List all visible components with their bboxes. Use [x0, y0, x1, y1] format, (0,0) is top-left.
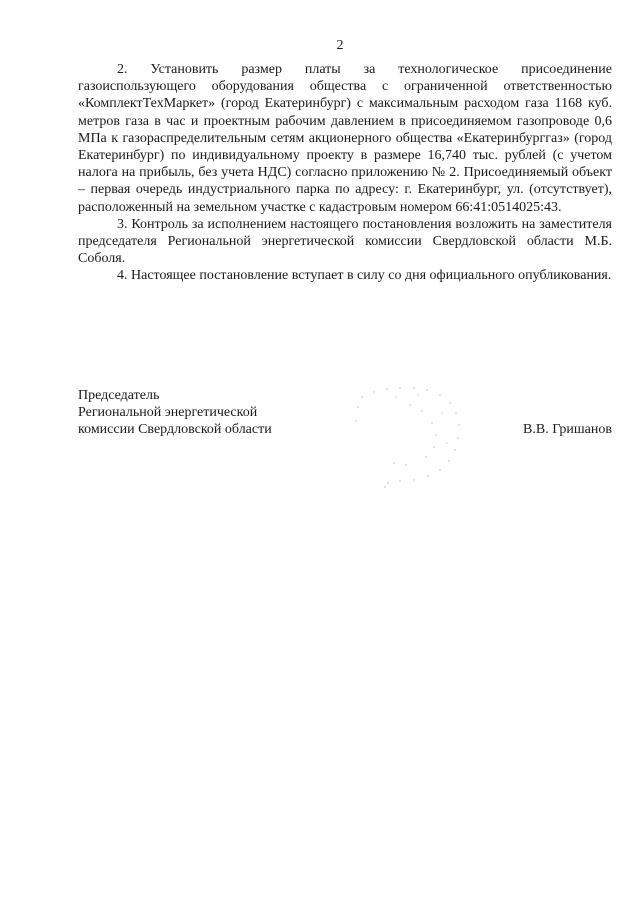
document-body — [78, 61, 612, 285]
signatory-position-line: Председатель — [78, 388, 160, 403]
faint-stamp-dots — [352, 383, 467, 493]
paragraph-item-3: 3. Контроль за исполнением настоящего постановления возложить на заместителя председателя Региональной энергетической комиссии Свердловской области М.Б. Соболя. — [78, 216, 612, 267]
signature-block — [78, 387, 612, 447]
signatory-position-line: комиссии Свердловской области — [78, 422, 272, 438]
paragraph-item-4: 4. Настоящее постановление вступает в силу со дня официального опубликования. — [117, 268, 612, 284]
signatory-name: В.В. Гришанов — [523, 422, 612, 438]
signatory-position-line: Региональной энергетической — [78, 405, 258, 421]
page-number: 2 — [336, 38, 344, 53]
signatory-position — [78, 387, 272, 439]
paragraph-item-2: 2. Установить размер платы за технологическое присоединение газоиспользующего оборудования общества с ограниченной ответственностью «КомплектТехМаркет» (город Екатеринбург) с максимальным расходом газа 1168 куб. метров газа в час и проектным рабочим давлением в присоединяемом газопроводе 0,6 МПа к газораспределительным сетям акционерного общества «Екатеринбурггаз» (город Екатеринбург) по индивидуальному проекту в размере 16,740 тыс. рублей (с учетом налога на прибыль, без учета НДС) согласно приложению № 2. Присоединяемый объект – первая очередь индустриального парка по адресу: г. Екатеринбург, ул. (отсутствует), расположенный на земельном участке с кадастровым номером 66:41:0514025:43. — [78, 62, 612, 215]
